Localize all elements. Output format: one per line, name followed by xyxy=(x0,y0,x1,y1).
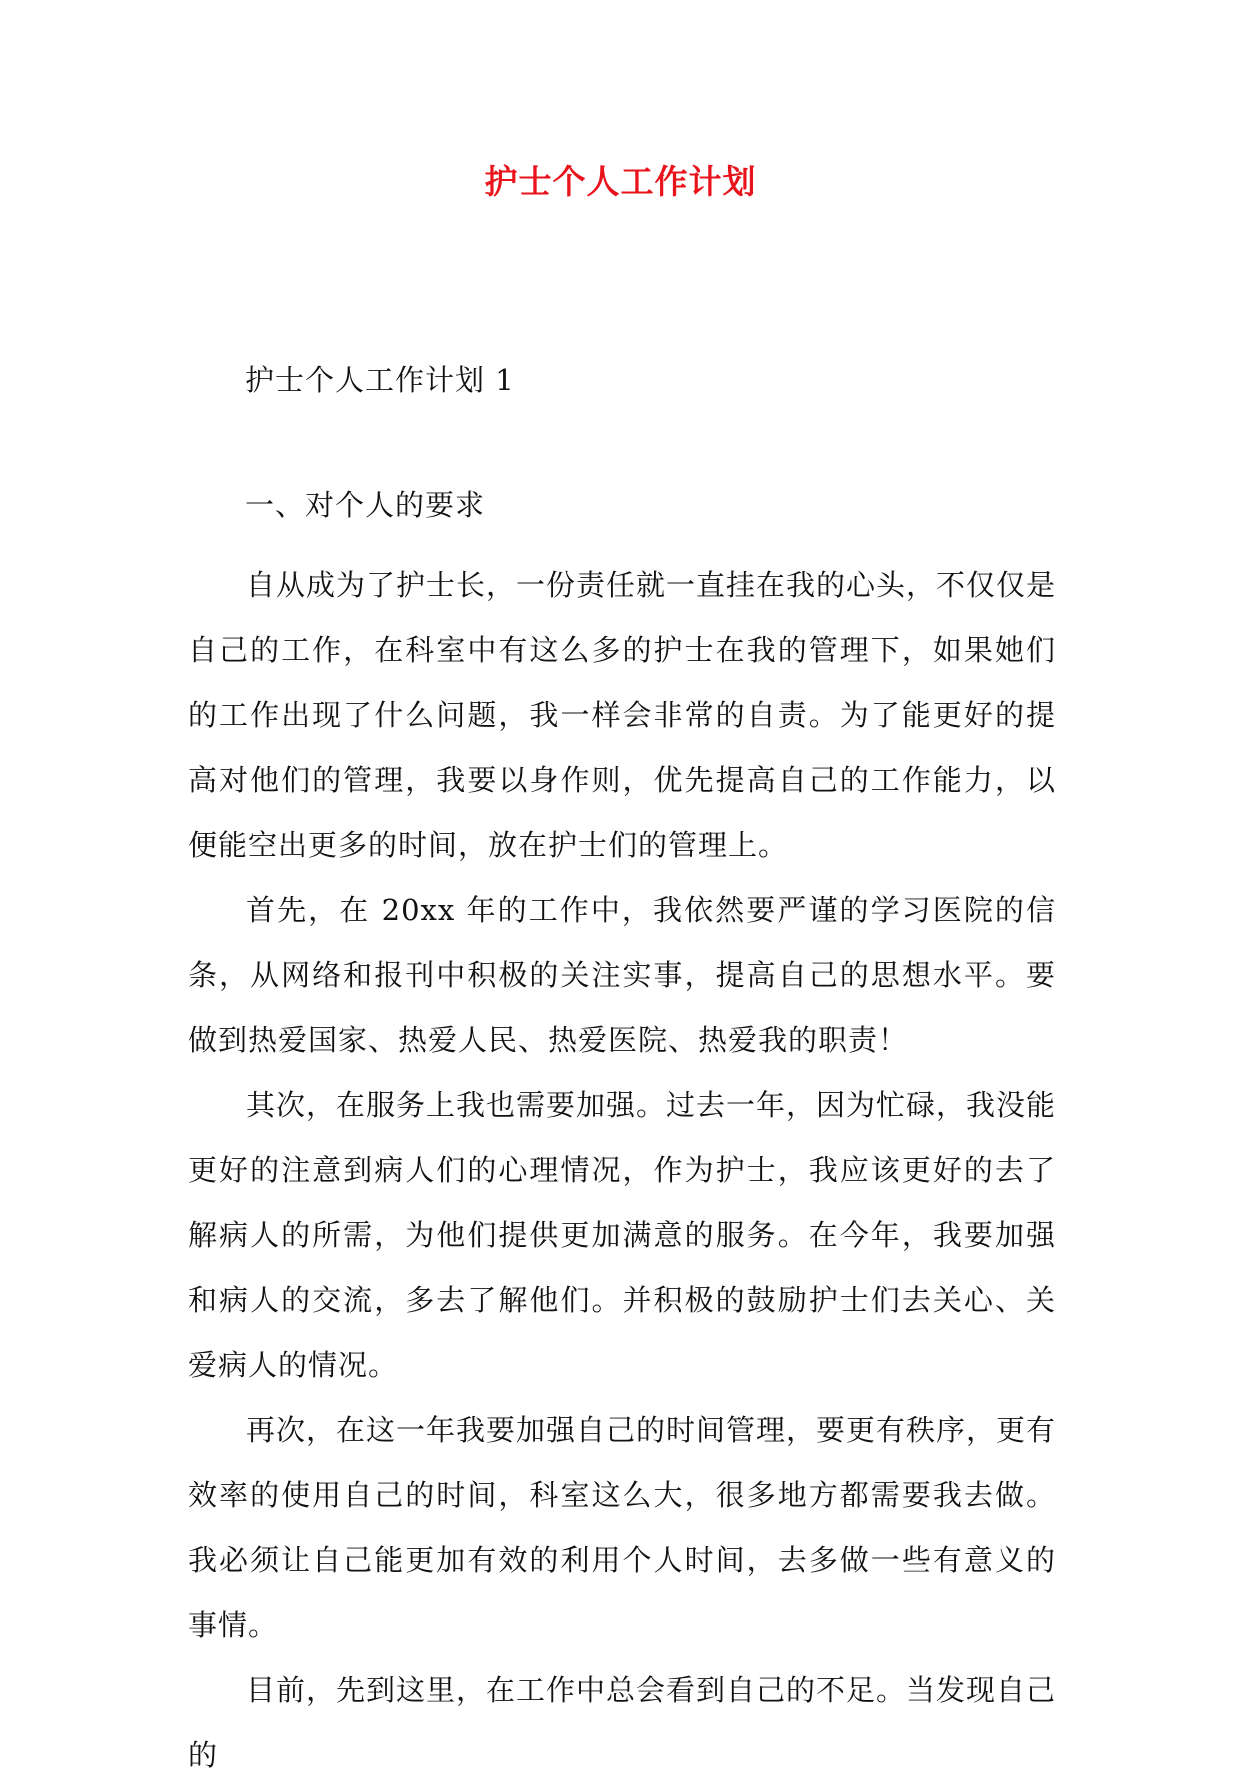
paragraph: 目前，先到这里，在工作中总会看到自己的不足。当发现自己的 xyxy=(188,1673,1057,1772)
paragraph: 自从成为了护士长，一份责任就一直挂在我的心头，不仅仅是自己的工作，在科室中有这么多的护士在我的管理下，如果她们的工作出现了什么问题，我一样会非常的自责。为了能更好的提高对他们的管理，我要以身作则，优先提高自己的工作能力，以便能空出更多的时间，放在护士们的管理上。 xyxy=(188,568,1057,862)
paragraph: 首先，在 20xx 年的工作中，我依然要严谨的学习医院的信条，从网络和报刊中积极的关注实事，提高自己的思想水平。要做到热爱国家、热爱人民、热爱医院、热爱我的职责！ xyxy=(188,893,1056,1057)
document-body xyxy=(188,553,1056,1788)
paragraph: 其次，在服务上我也需要加强。过去一年，因为忙碌，我没能更好的注意到病人们的心理情况，作为护士，我应该更好的去了解病人的所需，为他们提供更加满意的服务。在今年，我要加强和病人的交流，多去了解他们。并积极的鼓励护士们去关心、关爱病人的情况。 xyxy=(188,1088,1057,1382)
paragraph: 再次，在这一年我要加强自己的时间管理，要更有秩序，更有效率的使用自己的时间，科室这么大，很多地方都需要我去做。我必须让自己能更加有效的利用个人时间，去多做一些有意义的事情。 xyxy=(188,1413,1057,1642)
plan-subtitle: 护士个人工作计划 1 xyxy=(245,363,515,397)
section-heading: 一、对个人的要求 xyxy=(245,488,486,522)
document-title: 护士个人工作计划 xyxy=(484,162,757,201)
